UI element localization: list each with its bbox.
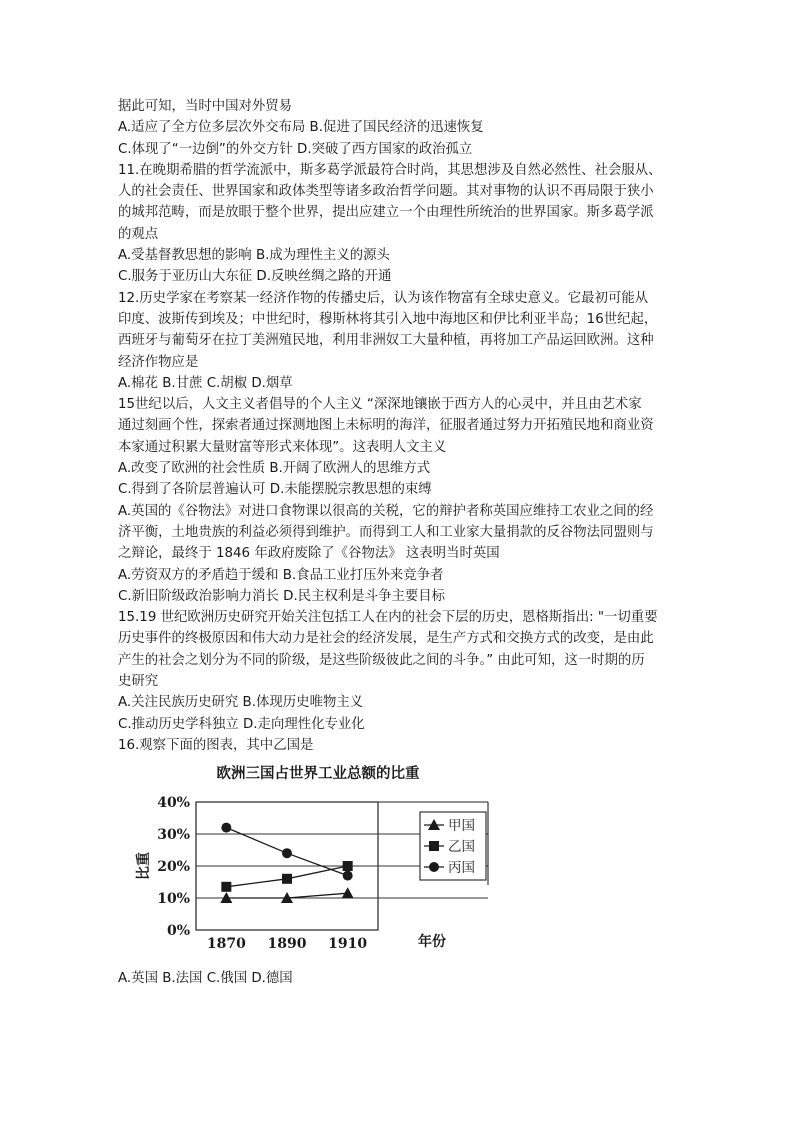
y-axis-label: 比重 <box>136 852 152 881</box>
data-point-square <box>343 861 353 871</box>
text-line: 通过刻画个性，探索者通过探测地图上未标明的海洋，征服者通过努力开拓殖民地和商业资 <box>118 418 654 434</box>
text-line: C.得到了各阶层普遍认可 D.未能摆脱宗教思想的束缚 <box>118 482 432 498</box>
text-line: 15.19 世纪欧洲历史研究开始关注包括工人在内的社会下层的历史，恩格斯指出: "一切重要 <box>118 610 658 626</box>
text-line: A.关注民族历史研究 B.体现历史唯物主义 <box>118 695 364 711</box>
industry-share-chart <box>118 760 508 966</box>
text-line: C.体现了“一边倒”的外交方针 D.突破了西方国家的政治孤立 <box>118 141 473 157</box>
y-tick-label: 0% <box>166 923 190 940</box>
answer-options-16: A.英国 B.法国 C.俄国 D.德国 <box>118 971 293 987</box>
text-line: 本家通过积累大量财富等形式来体现”。这表明人文主义 <box>118 439 447 455</box>
legend-entry: 乙国 <box>448 839 475 856</box>
x-tick-label: 1910 <box>328 936 368 953</box>
text-line: 济平衡，土地贵族的利益必须得到维护。而得到工人和工业家大量捐款的反谷物法同盟则与 <box>118 524 654 540</box>
y-tick-label: 20% <box>157 859 190 876</box>
text-line: A.适应了全方位多层次外交布局 B.促进了国民经济的迅速恢复 <box>118 120 484 136</box>
text-line: A.改变了欧洲的社会性质 B.开阔了欧洲人的思维方式 <box>118 461 431 477</box>
x-tick-label: 1870 <box>206 936 246 953</box>
text-line: 之辩论，最终于 1846 年政府废除了《谷物法》 这表明当时英国 <box>118 546 500 562</box>
legend-entry: 甲国 <box>448 818 475 835</box>
chart-legend <box>420 812 486 880</box>
text-line: 12.历史学家在考察某一经济作物的传播史后，认为该作物富有全球史意义。它最初可能从 <box>118 290 649 306</box>
y-tick-label: 30% <box>157 827 190 844</box>
text-line: C.推动历史学科独立 D.走向理性化专业化 <box>118 716 365 732</box>
data-point-square <box>429 841 439 851</box>
text-line: 历史事件的终极原因和伟大动力是社会的经济发展，是生产方式和交换方式的改变，是由此 <box>118 631 654 647</box>
text-line: 11.在晚期希腊的哲学流派中，斯多葛学派最符合时尚，其思想涉及自然必然性、社会服从、 <box>118 162 662 178</box>
data-point-circle <box>282 848 292 858</box>
text-line: 西班牙与葡萄牙在拉丁美洲殖民地，利用非洲奴工大量种植，再将加工产品运回欧洲。这种 <box>118 333 654 349</box>
exam-page-content <box>118 96 678 990</box>
data-point-triangle <box>342 887 354 898</box>
data-point-circle <box>343 871 353 881</box>
text-line: 人的社会责任、世界国家和政体类型等诸多政治哲学问题。其对事物的认识不再局限于狭小 <box>118 184 654 200</box>
text-line: 的城邦范畴，而是放眼于整个世界，提出应建立一个由理性所统治的世界国家。斯多葛学派 <box>118 205 654 221</box>
x-tick-label: 1890 <box>267 936 307 953</box>
text-line: 据此可知，当时中国对外贸易 <box>118 99 293 114</box>
chart-title: 欧洲三国占世界工业总额的比重 <box>216 765 420 783</box>
text-line: 产生的社会之划分为不同的阶级，是这些阶级彼此之间的斗争。” 由此可知，这一时期的历 <box>118 652 645 668</box>
text-line: 16.观察下面的图表，其中乙国是 <box>118 737 314 753</box>
text-line: A.英国的《谷物法》对进口食物课以很高的关税，它的辩护者称英国应维持工农业之间的经 <box>118 503 654 519</box>
text-line: 经济作物应是 <box>118 354 199 370</box>
chart-svg <box>118 760 508 966</box>
y-tick-label: 40% <box>157 795 190 812</box>
question-text-block <box>118 96 678 756</box>
y-tick-label: 10% <box>157 891 190 908</box>
text-line: C.新旧阶级政治影响力消长 D.民主权利是斗争主要目标 <box>118 588 446 604</box>
text-line: A.劳资双方的矛盾趋于缓和 B.食品工业打压外来竞争者 <box>118 567 444 583</box>
x-axis-label: 年份 <box>418 934 446 951</box>
text-line: A.棉花 B.甘蔗 C.胡椒 D.烟草 <box>118 375 293 391</box>
legend-entry: 丙国 <box>448 860 475 877</box>
text-line: 15世纪以后，人文主义者倡导的个人主义 “深深地镶嵌于西方人的心灵中，并且由艺术家 <box>118 397 642 413</box>
data-point-circle <box>429 862 439 872</box>
text-line: 史研究 <box>118 674 159 690</box>
data-point-square <box>282 874 292 884</box>
chart-series <box>220 823 353 903</box>
text-line: 的观点 <box>118 226 159 242</box>
text-line: A.受基督教思想的影响 B.成为理性主义的源头 <box>118 248 390 264</box>
text-line: C.服务于亚历山大东征 D.反映丝绸之路的开通 <box>118 269 392 285</box>
data-point-square <box>221 882 231 892</box>
text-line: 印度、波斯传到埃及；中世纪时，穆斯林将其引入地中海地区和伊比利亚半岛；16世纪起， <box>118 311 658 327</box>
data-point-circle <box>221 823 231 833</box>
